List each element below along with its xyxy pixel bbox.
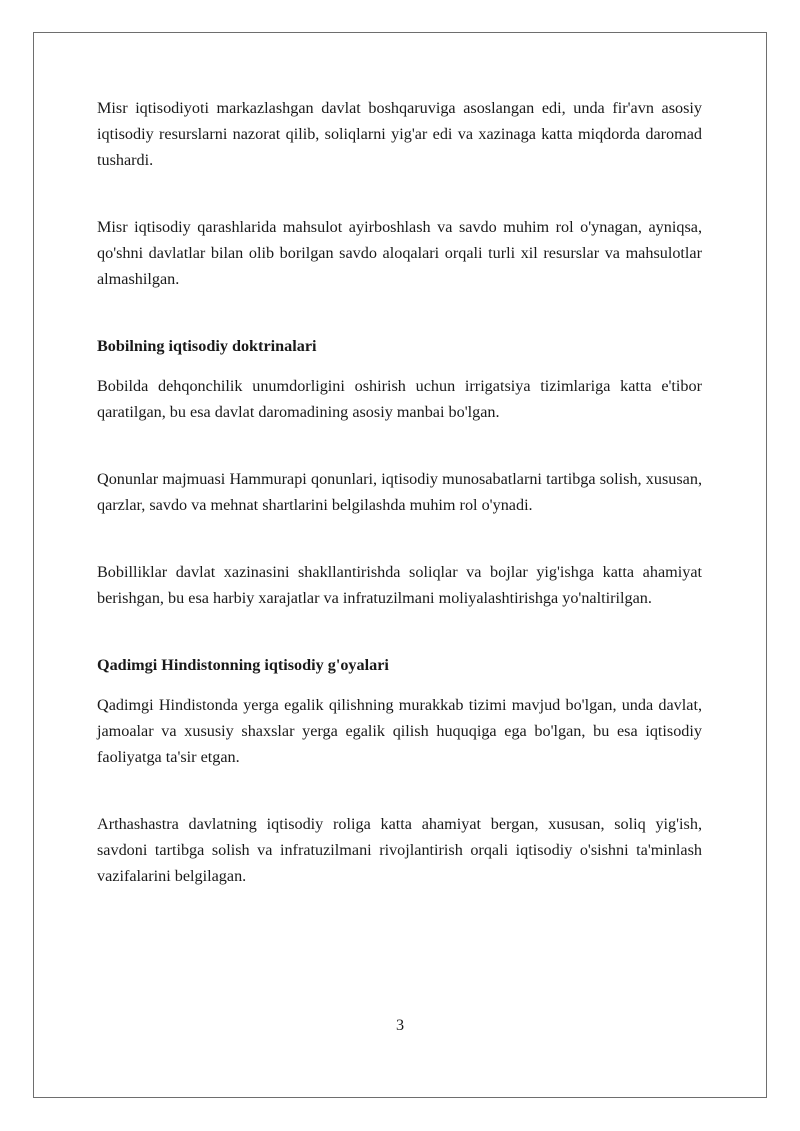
paragraph-egypt-economy: Misr iqtisodiyoti markazlashgan davlat boshqaruviga asoslangan edi, unda fir'avn asosiy iqtisodiy resurslarni nazorat qilib, soliqlarni yig'ar edi va xazinaga katta miqdorda daromad tushardi.: [97, 99, 702, 169]
paragraph-egypt-trade: Misr iqtisodiy qarashlarida mahsulot ayirboshlash va savdo muhim rol o'ynagan, ayniqsa, qo'shni davlatlar bilan olib borilgan savdo aloqalari orqali turli xil resurslar va mahsulotlar almashilgan.: [97, 218, 702, 288]
page-content: [97, 95, 702, 889]
page-number: 3: [395, 1016, 405, 1034]
section-heading-babylon: Bobilning iqtisodiy doktrinalari: [97, 337, 317, 355]
paragraph-india-land: Qadimgi Hindistonda yerga egalik qilishning murakkab tizimi mavjud bo'lgan, unda davlat, jamoalar va xususiy shaxslar yerga egalik qilish huquqiga ega bo'lgan, bu esa iqtisodiy faoliyatga ta'sir etgan.: [97, 696, 702, 766]
paragraph-hammurabi-laws: Qonunlar majmuasi Hammurapi qonunlari, iqtisodiy munosabatlarni tartibga solish, xususan, qarzlar, savdo va mehnat shartlarini belgilashda muhim rol o'ynadi.: [97, 470, 702, 514]
paragraph-babylon-irrigation: Bobilda dehqonchilik unumdorligini oshirish uchun irrigatsiya tizimlariga katta e'tibor qaratilgan, bu esa davlat daromadining asosiy manbai bo'lgan.: [97, 377, 702, 421]
paragraph-arthashastra: Arthashastra davlatning iqtisodiy roliga katta ahamiyat bergan, xususan, soliq yig'ish, savdoni tartibga solish va infratuzilmani rivojlantirish orqali iqtisodiy o'sishni ta'minlash vazifalarini belgilagan.: [97, 815, 702, 885]
paragraph-babylon-taxes: Bobilliklar davlat xazinasini shakllantirishda soliqlar va bojlar yig'ishga katta ahamiyat berishgan, bu esa harbiy xarajatlar va infratuzilmani moliyalashtirishga yo'naltirilgan.: [97, 563, 702, 607]
section-heading-india: Qadimgi Hindistonning iqtisodiy g'oyalari: [97, 656, 389, 674]
